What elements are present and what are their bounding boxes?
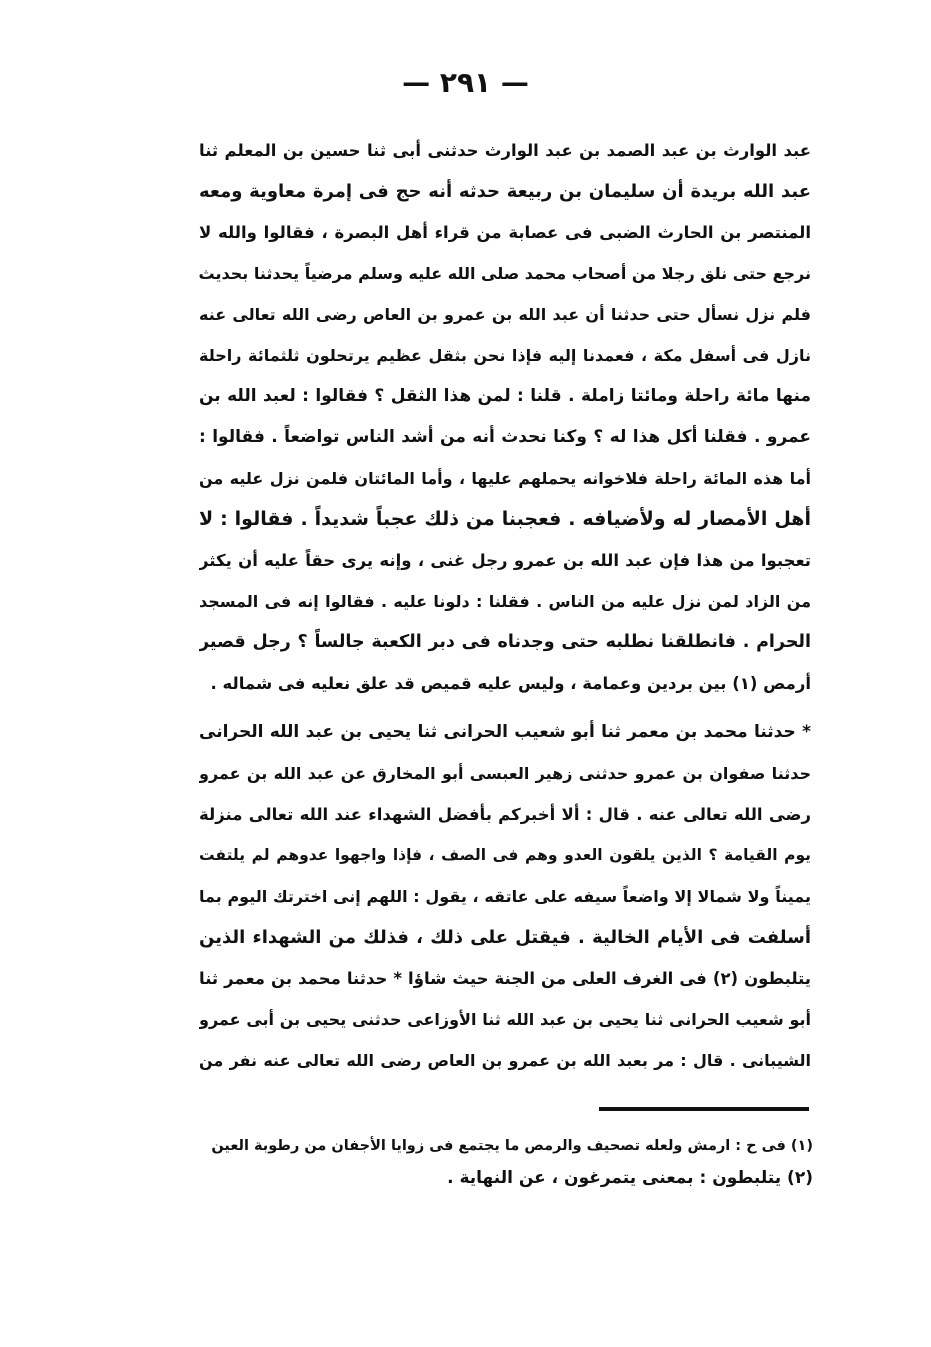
text-line: نرجع حتى نلق رجلا من أصحاب محمد صلى الله عليه وسلم مرضياً يحدثنا بحديث	[199, 264, 811, 283]
text-line: * حدثنا محمد بن معمر ثنا أبو شعيب الحرانى ثنا يحيى بن عبد الله الحرانى	[199, 722, 811, 742]
text-line: أرمص (١) بين بردين وعمامة ، وليس عليه قميص قد علق نعليه فى شماله .	[210, 674, 811, 693]
text-line: تعجبوا من هذا فإن عبد الله بن عمرو رجل غنى ، وإنه يرى حقاً عليه أن يكثر	[199, 551, 811, 570]
text-line: يوم القيامة ؟ الذين يلقون العدو وهم فى الصف ، فإذا واجهوا عدوهم لم يلتفت	[199, 846, 811, 864]
text-line: نازل فى أسفل مكة ، فعمدنا إليه فإذا نحن بثقل عظيم يرتحلون ثلثمائة راحلة	[199, 346, 811, 365]
text-line: عبد الوارث بن عبد الصمد بن عبد الوارث حدثنى أبى ثنا حسين بن المعلم ثنا	[199, 141, 811, 160]
footnote-2: (٢) يتلبطون : بمعنى يتمرغون ، عن النهاية .	[447, 1168, 813, 1188]
text-line: الشيبانى . قال : مر بعبد الله بن عمرو بن العاص رضى الله تعالى عنه نفر من	[199, 1051, 811, 1070]
text-line: الحرام . فانطلقنا نطلبه حتى وجدناه فى دبر الكعبة جالساً ؟ رجل قصير	[199, 632, 811, 652]
text-line: من الزاد لمن نزل عليه من الناس . فقلنا : دلونا عليه . فقالوا إنه فى المسجد	[199, 592, 811, 611]
text-line: فلم نزل نسأل حتى حدثنا أن عبد الله بن عمرو بن العاص رضى الله تعالى عنه	[199, 305, 811, 324]
text-line: رضى الله تعالى عنه . قال : ألا أخبركم بأفضل الشهداء عند الله تعالى منزلة	[199, 805, 811, 824]
footnotes	[193, 1130, 813, 1194]
text-line: المنتصر بن الحارث الضبى فى عصابة من قراء أهل البصرة ، فقالوا والله لا	[199, 223, 811, 242]
text-line: يميناً ولا شمالا إلا واضعاً سيفه على عاتقه ، يقول : اللهم إنى اخترتك اليوم بما	[199, 887, 811, 906]
paragraph-2	[199, 712, 811, 1081]
footnote-separator	[599, 1107, 809, 1111]
text-line: أسلفت فى الأيام الخالية . فيقتل على ذلك ، فذلك من الشهداء الذين	[199, 927, 811, 948]
paragraph-1	[199, 130, 811, 704]
text-line: أهل الأمصار له ولأضيافه . فعجبنا من ذلك عجباً شديداً . فقالوا : لا	[199, 508, 811, 530]
text-line: عمرو . فقلنا أكل هذا له ؟ وكنا نحدث أنه من أشد الناس تواضعاً . فقالوا :	[199, 427, 811, 447]
text-line: أما هذه المائة راحلة فلاخوانه يحملهم عليها ، وأما المائتان فلمن نزل عليه من	[199, 469, 811, 488]
text-line: عبد الله بريدة أن سليمان بن ربيعة حدثه أنه حج فى إمرة معاوية ومعه	[199, 181, 811, 202]
page-number: — ٢٩١ —	[402, 66, 529, 99]
text-line: منها مائة راحلة ومائتا زاملة . قلنا : لمن هذا الثقل ؟ فقالوا : لعبد الله بن	[199, 386, 811, 406]
text-line: حدثنا صفوان بن عمرو حدثنى زهير العبسى أبو المخارق عن عبد الله بن عمرو	[199, 764, 811, 783]
footnote-1: (١) فى ح : ارمش ولعله تصحيف والرمص ما يجتمع فى زوايا الأجفان من رطوبة العين	[211, 1138, 813, 1154]
text-line: يتلبطون (٢) فى الغرف العلى من الجنة حيث شاؤا * حدثنا محمد بن معمر ثنا	[199, 969, 811, 988]
text-line: أبو شعيب الحرانى ثنا يحيى بن عبد الله ثنا الأوزاعى حدثنى يحيى بن أبى عمرو	[199, 1010, 811, 1029]
